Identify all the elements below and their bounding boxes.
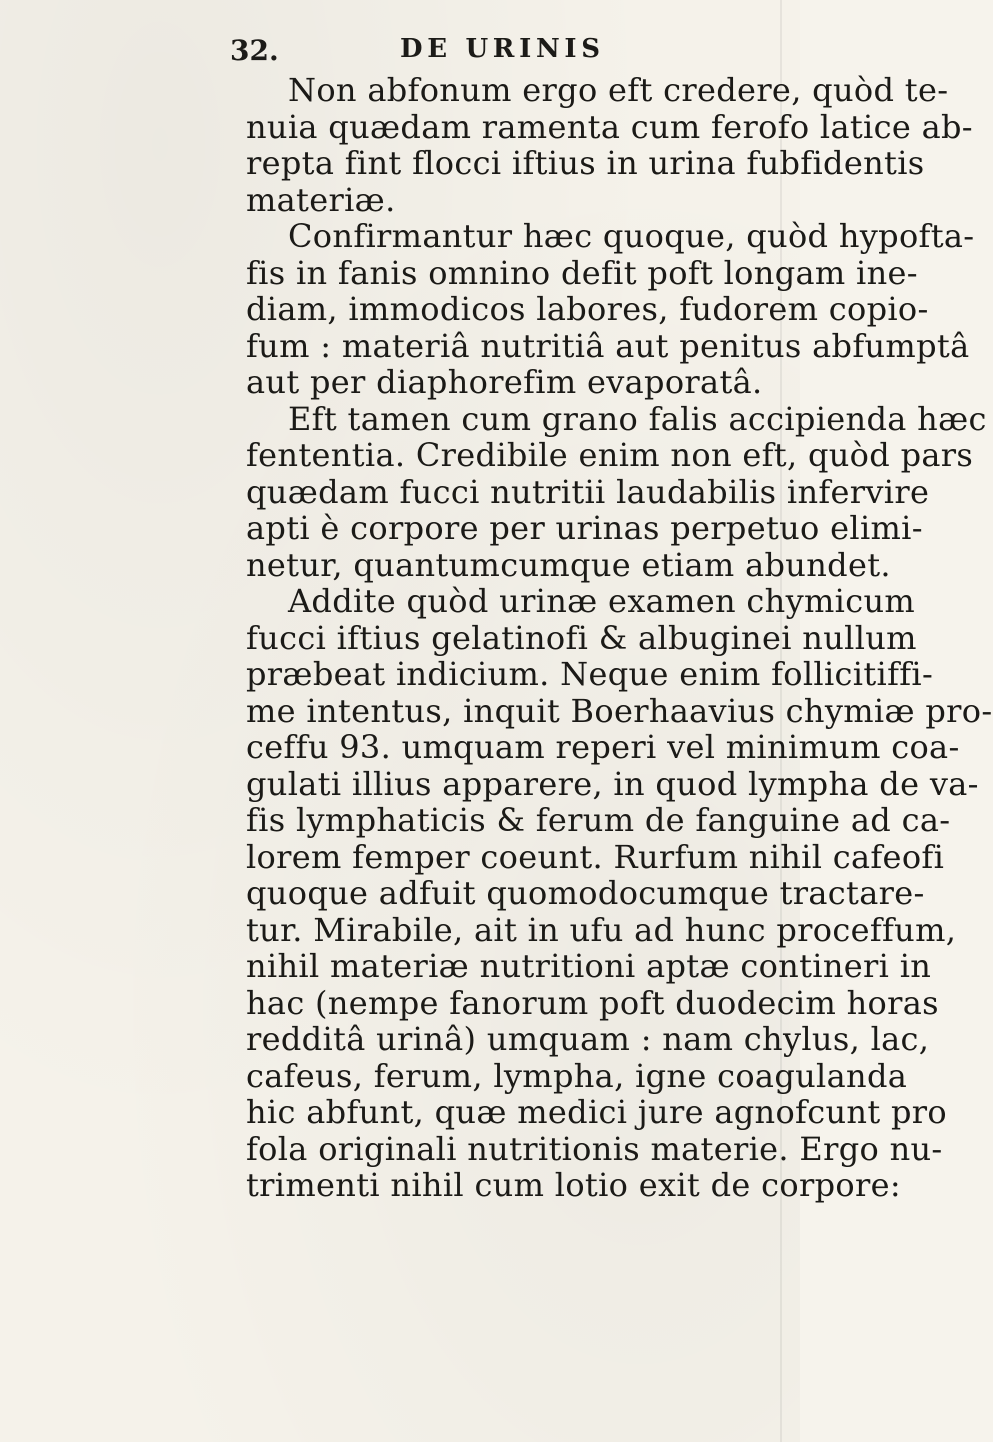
text-line: ceffu 93. umquam reperi vel minimum coa-: [246, 728, 960, 766]
text-line: apti è corpore per urinas perpetuo elimi-: [246, 509, 923, 547]
text-line: fola originali nutritionis materie. Ergo nu-: [246, 1129, 943, 1168]
text-line: fucci iftius gelatinofi & albuginei nullum: [246, 618, 917, 657]
text-line: hac (nempe fanorum poft duodecim horas: [246, 983, 939, 1022]
text-line: nuia quædam ramenta cum ferofo latice ab-: [246, 107, 973, 146]
text-line: fis in fanis omnino defit poft longam ine-: [246, 253, 918, 292]
text-line: nihil materiæ nutritioni aptæ contineri in: [246, 947, 932, 985]
text-line: Confirmantur hæc quoque, quòd hypofta-: [288, 217, 975, 255]
text-line: repta fint flocci iftius in urina fubfidentis: [246, 144, 925, 182]
running-header: [230, 34, 750, 68]
page-edge-shadow: [780, 0, 782, 1442]
text-line: tur. Mirabile, ait in ufu ad hunc proceffum,: [246, 910, 957, 949]
text-line: Addite quòd urinæ examen chymicum: [288, 582, 916, 620]
text-line: fis lymphaticis & ferum de fanguine ad ca-: [246, 801, 951, 839]
text-line: aut per diaphorefim evaporatâ.: [246, 363, 763, 401]
text-line: me intentus, inquit Boerhaavius chymiæ pro-: [246, 691, 993, 730]
text-line: gulati illius apparere, in quod lympha de va-: [246, 764, 979, 803]
text-line: Eft tamen cum grano falis accipienda hæc: [288, 399, 987, 438]
text-line: fententia. Credibile enim non eft, quòd pars: [246, 436, 974, 474]
running-title: DE URINIS: [400, 34, 605, 64]
body-text: [246, 71, 993, 1204]
text-line: redditâ urinâ) umquam : nam chylus, lac,: [246, 1020, 930, 1058]
text-line: quædam fucci nutritii laudabilis infervire: [246, 472, 930, 511]
text-line: lorem femper coeunt. Rurfum nihil cafeofi: [246, 837, 945, 876]
text-line: cafeus, ferum, lympha, igne coagulanda: [246, 1056, 908, 1095]
text-line: hic abfunt, quæ medici jure agnofcunt pro: [246, 1093, 947, 1131]
text-line: netur, quantumcumque etiam abundet.: [246, 545, 891, 584]
text-line: præbeat indicium. Neque enim follicitiffi-: [246, 655, 934, 693]
text-line: materiæ.: [246, 180, 396, 219]
text-line: trimenti nihil cum lotio exit de corpore:: [246, 1166, 901, 1204]
text-line: diam, immodicos labores, fudorem copio-: [246, 290, 929, 328]
text-line: Non abfonum ergo eft credere, quòd te-: [288, 71, 949, 109]
text-line: fum : materiâ nutritiâ aut penitus abfumptâ: [246, 326, 970, 365]
page-number: 32.: [230, 34, 279, 67]
text-line: quoque adfuit quomodocumque tractare-: [246, 874, 925, 912]
